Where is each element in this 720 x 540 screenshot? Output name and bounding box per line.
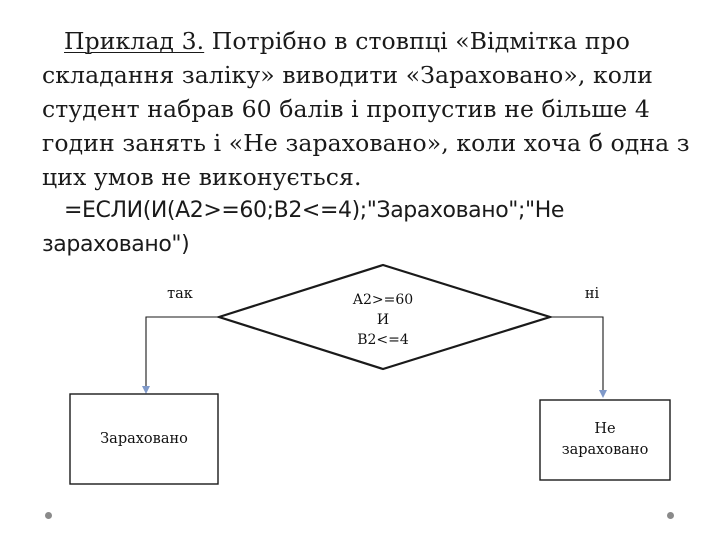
connector-false [550, 317, 603, 392]
result-true-text [70, 394, 218, 484]
bullet-dot-right [667, 512, 674, 519]
statement-text: Потрібно в стовпці «Відмітка про складання заліку» виводити «Зараховано», коли студент набрав 60 балів і пропустив не більше 4 годин занять і «Не зараховано», коли хоча б одна з цих умов не виконується. [42, 27, 690, 191]
decision-condition [333, 290, 433, 350]
branch-false-label: ні [584, 286, 600, 302]
condition-line-2: И [376, 312, 390, 328]
branch-true-label: так [167, 286, 193, 302]
condition-line-3: B2<=4 [357, 332, 409, 348]
result-true-label: Зараховано [100, 430, 188, 447]
condition-line-1: A2>=60 [352, 292, 414, 308]
example-label: Приклад 3. [64, 27, 205, 55]
bullet-dot-left [45, 512, 52, 519]
formula-text: =ЕСЛИ(И(A2>=60;B2<=4);"Зараховано";"Не зараховано") [42, 198, 565, 257]
connector-true [146, 317, 219, 388]
arrow-true [142, 386, 150, 394]
arrow-false [599, 390, 607, 398]
result-false-text [540, 400, 670, 480]
result-false-label: Не зараховано [561, 421, 649, 458]
